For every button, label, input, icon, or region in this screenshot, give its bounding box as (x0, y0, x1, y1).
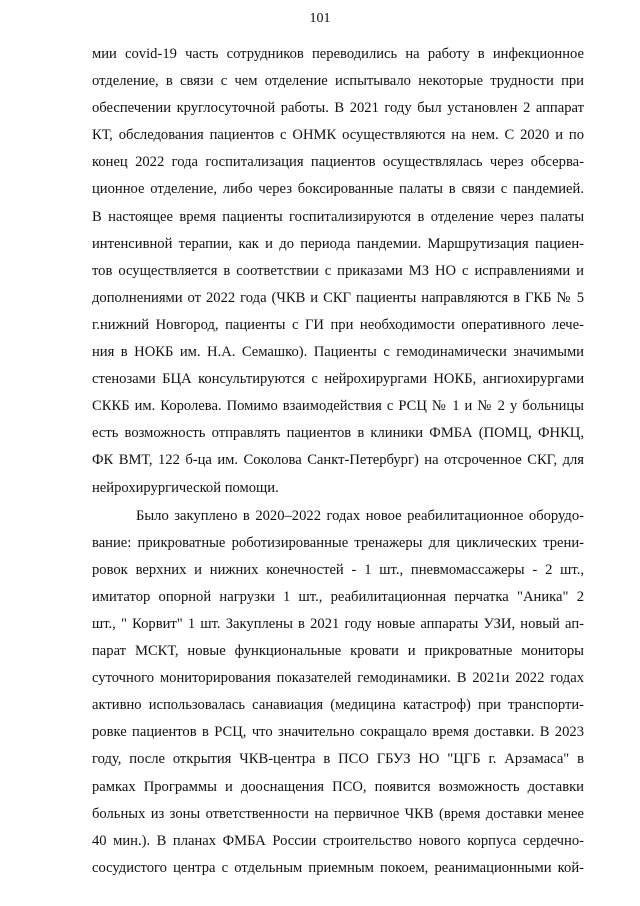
text-line: тов осуществляется в соответствии с приказами МЗ НО с исправлениями и (92, 262, 584, 279)
text-line: г.нижний Новгород, пациенты с ГИ при необходимости оперативного лече- (92, 316, 584, 333)
text-line: отделение, в связи с чем отделение испытывало некоторые трудности при (92, 73, 584, 90)
text-line: мии covid-19 часть сотрудников переводились на работу в инфекционное (92, 46, 584, 62)
text-line: ровок верхних и нижних конечностей - 1 шт., пневмомассажеры - 2 шт., (92, 561, 584, 578)
text-line: есть возможность отправлять пациентов в клиники ФМБА (ПОМЦ, ФНКЦ, (92, 425, 584, 442)
text-line: конец 2022 года госпитализация пациентов осуществлялась через обсерва- (92, 154, 584, 171)
text-line: году, после открытия ЧКВ-центра в ПСО ГБУЗ НО "ЦГБ г. Арзамаса" в (92, 751, 584, 768)
text-line: имитатор опорной нагрузки 1 шт., реабилитационная перчатка "Аника" 2 (92, 588, 584, 605)
text-line: нейрохирургической помощи. (92, 479, 279, 496)
text-line: СККБ им. Королева. Помимо взаимодействия с РСЦ № 1 и № 2 у больницы (92, 398, 584, 415)
text-line: суточного мониторирования показателей гемодинамики. В 2021и 2022 годах (92, 670, 584, 687)
text-line: стенозами БЦА консультируются с нейрохирургами НОКБ, ангиохирургами (92, 371, 584, 388)
text-line: парат МСКТ, новые функциональные кровати и прикроватные мониторы (92, 643, 584, 660)
body-text (92, 41, 584, 882)
paragraph (92, 503, 584, 882)
text-line: больных из зоны ответственности на первичное ЧКВ (время доставки менее (92, 805, 584, 822)
text-line: дополнениями от 2022 года (ЧКВ и СКГ пациенты направляются в ГКБ № 5 (92, 289, 584, 306)
text-line: обеспечении круглосуточной работы. В 2021 году был установлен 2 аппарат (92, 100, 584, 117)
text-line: В настоящее время пациенты госпитализируются в отделение через палаты (92, 208, 584, 225)
text-line: рамках Программы и дооснащения ПСО, появится возможность доставки (92, 778, 584, 795)
text-line: КТ, обследования пациентов с ОНМК осуществляются на нем. С 2020 и по (92, 127, 584, 144)
text-line: ФК ВМТ, 122 б-ца им. Соколова Санкт-Петербург) на отсроченное СКГ, для (92, 452, 584, 469)
page-number: 101 (309, 11, 331, 26)
text-line: шт., " Корвит" 1 шт. Закуплены в 2021 году новые аппараты УЗИ, новый ап- (92, 615, 584, 632)
text-line: 40 мин.). В планах ФМБА России строительство нового корпуса сердечно- (92, 832, 584, 849)
text-line: ровке пациентов в РСЦ, что значительно сокращало время доставки. В 2023 (92, 724, 584, 741)
text-line: интенсивной терапии, как и до периода пандемии. Маршрутизация пациен- (92, 235, 584, 252)
paragraph (92, 41, 584, 502)
text-line: активно использовалась санавиация (медицина катастроф) при транспорти- (92, 697, 584, 714)
text-line: Было закуплено в 2020–2022 годах новое реабилитационное оборудо- (136, 507, 584, 524)
text-line: сосудистого центра с отдельным приемным покоем, реанимационными кой- (92, 859, 584, 876)
text-line: вание: прикроватные роботизированные тренажеры для циклических трени- (92, 534, 584, 551)
text-line: ния в НОКБ им. Н.А. Семашко). Пациенты с гемодинамически значимыми (92, 344, 584, 361)
text-line: ционное отделение, либо через боксированные палаты в связи с пандемией. (92, 181, 584, 198)
